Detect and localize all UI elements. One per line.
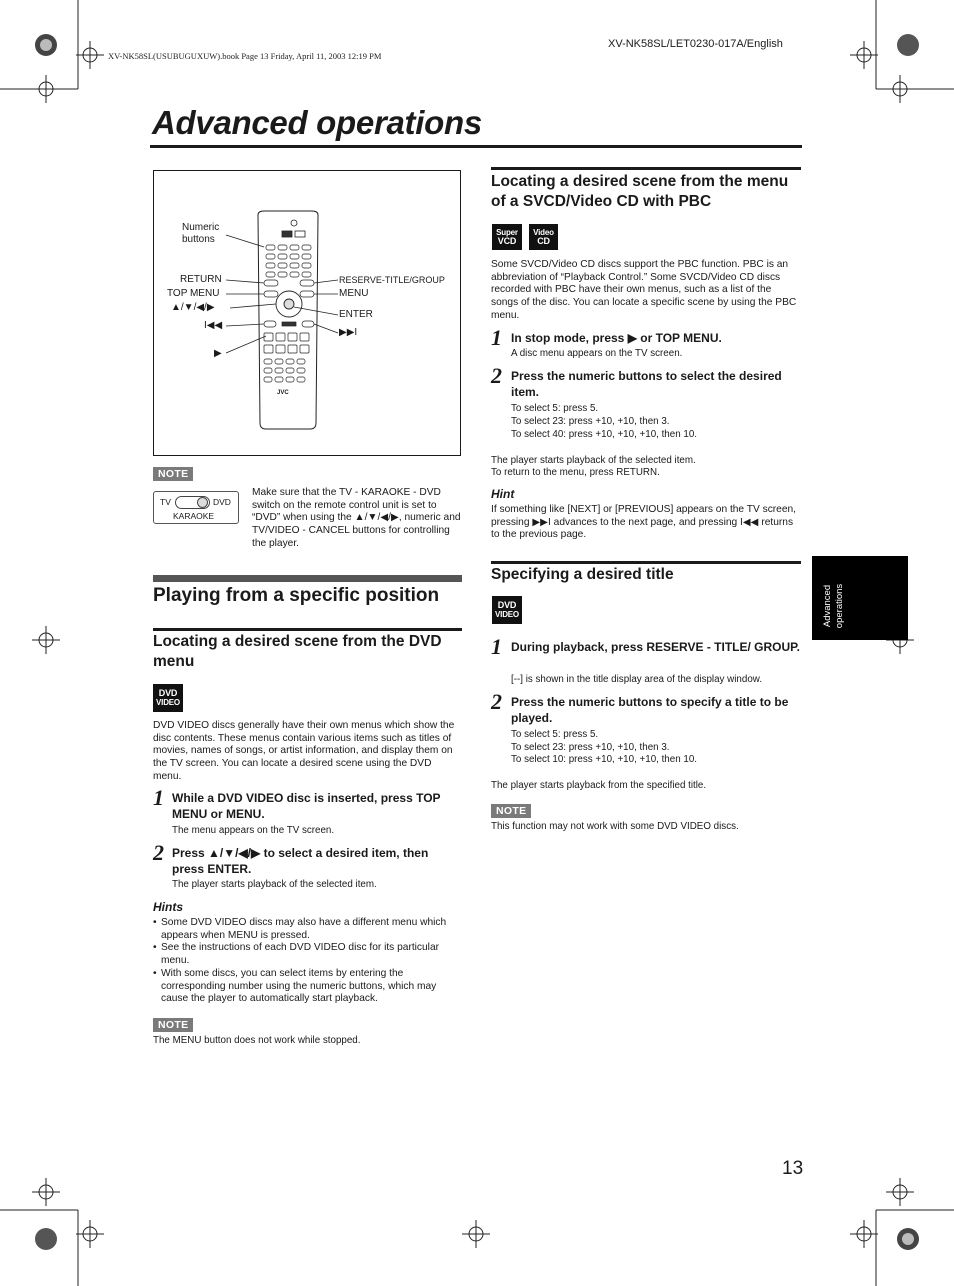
svcd-result: The player starts playback of the selected item. (491, 455, 696, 466)
hint-title: Hint (491, 487, 515, 501)
side-tab-label: Advanced operations (822, 583, 845, 629)
dvd-note-text: The MENU button does not work while stopped. (153, 1035, 361, 1046)
subsection-rule (491, 561, 801, 564)
section-title-playing: Playing from a specific position (153, 585, 440, 606)
dvd-video-icon (153, 684, 183, 712)
vcd-icon-line2: CD (537, 236, 550, 246)
dvd-step1-result: The menu appears on the TV screen. (172, 825, 335, 836)
section-bar (153, 575, 462, 582)
dvd-menu-intro: DVD VIDEO discs generally have their own menus which show the disc contents. These menus contain various items such as titles of movies, names of songs, or artist information, and display them on the TV screen. You can locate a desired scene using the DVD menu. (153, 720, 455, 782)
dvd-icon-line2: VIDEO (156, 698, 180, 707)
switch-knob (197, 497, 208, 508)
title-rule (150, 145, 802, 148)
page-title: Advanced operations (152, 104, 482, 141)
svcd-step2-detail: To select 23: press +10, +10, then 3. (511, 416, 670, 427)
title-step2-detail: To select 5: press 5. (511, 729, 599, 740)
subsection-rule (491, 167, 801, 170)
step-number: 1 (153, 785, 164, 810)
label-reserve: RESERVE-TITLE/GROUP (339, 275, 445, 285)
svcd-step2: Press the numeric buttons to select the desired item. (511, 369, 782, 399)
svcd-step2-detail: To select 5: press 5. (511, 403, 599, 414)
title-step1-result: [--] is shown in the title display area of the display window. (511, 674, 763, 685)
hints-title: Hints (153, 900, 183, 914)
list-item: • Some DVD VIDEO discs may also have a different menu which appears when MENU is pressed. (153, 917, 462, 942)
video-cd-icon (529, 224, 558, 250)
subsection-title-specify-title: Specifying a desired title (491, 566, 674, 583)
dvd-icon-line1: DVD (497, 599, 517, 610)
step-number: 2 (491, 689, 502, 714)
svcd-intro: Some SVCD/Video CD discs support the PBC function. PBC is an abbreviation of “Playback Control.” Some SVCD/Video CD discs recorded with PBC have their own menus, such as a list of the songs of the disc. You can locate a specific scene by using the PBC menu. (491, 259, 797, 321)
remote-brand-logo: JVC (277, 390, 289, 396)
title-result: The player starts playback from the specified title. (491, 780, 707, 791)
label-menu: MENU (339, 288, 369, 299)
model-number: XV-NK58SL/LET0230-017A/English (608, 38, 783, 50)
title-step2-detail: To select 10: press +10, +10, +10, then 10. (511, 754, 697, 765)
svcd-step2-detail: To select 40: press +10, +10, +10, then 10. (511, 429, 697, 440)
subsection-rule (153, 628, 462, 631)
dvd-step1: While a DVD VIDEO disc is inserted, press TOP MENU or MENU. (172, 791, 441, 821)
list-item: • See the instructions of each DVD VIDEO disc for its particular menu. (153, 942, 462, 967)
note-badge: NOTE (153, 467, 193, 481)
label-arrows: ▲/▼/◀/▶ (171, 302, 215, 313)
svcd-step1: In stop mode, press ▶ or TOP MENU. (511, 331, 722, 345)
subsection-title-dvd-menu: Locating a desired scene from the DVD menu (153, 633, 442, 670)
step-number: 1 (491, 325, 502, 350)
step-number: 2 (491, 363, 502, 388)
label-play: ▶ (214, 348, 222, 359)
note-badge: NOTE (491, 804, 531, 818)
file-info: XV-NK58SL(USUBUGUXUW).book Page 13 Friday, April 11, 2003 12:19 PM (108, 51, 382, 61)
note-switch-text: Make sure that the TV - KARAOKE - DVD switch on the remote control unit is set to “DVD” when using the ▲/▼/◀/▶, numeric and TV/VIDEO - CANCEL buttons for controlling the player. (252, 487, 461, 549)
step-number: 2 (153, 840, 164, 865)
switch-label-karaoke: KARAOKE (173, 511, 215, 521)
tv-karaoke-dvd-switch (153, 491, 239, 524)
dvd-step2: Press ▲/▼/◀/▶ to select a desired item, then press ENTER. (172, 846, 429, 876)
title-step1: During playback, press RESERVE - TITLE/ GROUP. (511, 640, 800, 654)
subsection-title-svcd: Locating a desired scene from the menu of a SVCD/Video CD with PBC (491, 173, 789, 210)
title-step2: Press the numeric buttons to specify a title to be played. (511, 695, 789, 725)
label-return: RETURN (180, 274, 222, 285)
dvd-video-icon (492, 596, 522, 624)
label-next: ▶▶I (339, 327, 358, 338)
dvd-icon-line1: DVD (158, 687, 178, 698)
note-badge: NOTE (153, 1018, 193, 1032)
step-number: 1 (491, 634, 502, 659)
svcd-hint-text: If something like [NEXT] or [PREVIOUS] appears on the TV screen, pressing ▶▶I advances to the next page, and pressing I◀◀ returns to the previous page. (491, 504, 797, 541)
title-note-text: This function may not work with some DVD VIDEO discs. (491, 821, 739, 832)
hints-list (153, 917, 462, 1006)
label-prev: I◀◀ (204, 320, 223, 331)
svcd-result-return: To return to the menu, press RETURN. (491, 467, 660, 478)
svcd-icon-line2: VCD (497, 236, 517, 246)
svcd-icon-line1: Super (496, 227, 518, 237)
svcd-step1-result: A disc menu appears on the TV screen. (511, 348, 683, 359)
page-number: 13 (782, 1158, 804, 1179)
list-item: • With some discs, you can select items by entering the corresponding number using the numeric buttons, which may cause the player to automatically start playback. (153, 968, 462, 1006)
label-enter: ENTER (339, 309, 373, 320)
label-top-menu: TOP MENU (167, 288, 220, 299)
label-numeric-buttons: Numeric buttons (182, 222, 220, 245)
title-step2-detail: To select 23: press +10, +10, then 3. (511, 742, 670, 753)
vcd-icon-line1: Video (533, 227, 554, 237)
dvd-step2-result: The player starts playback of the selected item. (172, 879, 377, 890)
dvd-icon-line2: VIDEO (495, 610, 519, 619)
switch-label-dvd: DVD (213, 497, 231, 507)
super-vcd-icon (492, 224, 522, 250)
remote-figure (153, 170, 461, 456)
cursor-pad (276, 291, 302, 317)
switch-label-tv: TV (160, 497, 171, 507)
